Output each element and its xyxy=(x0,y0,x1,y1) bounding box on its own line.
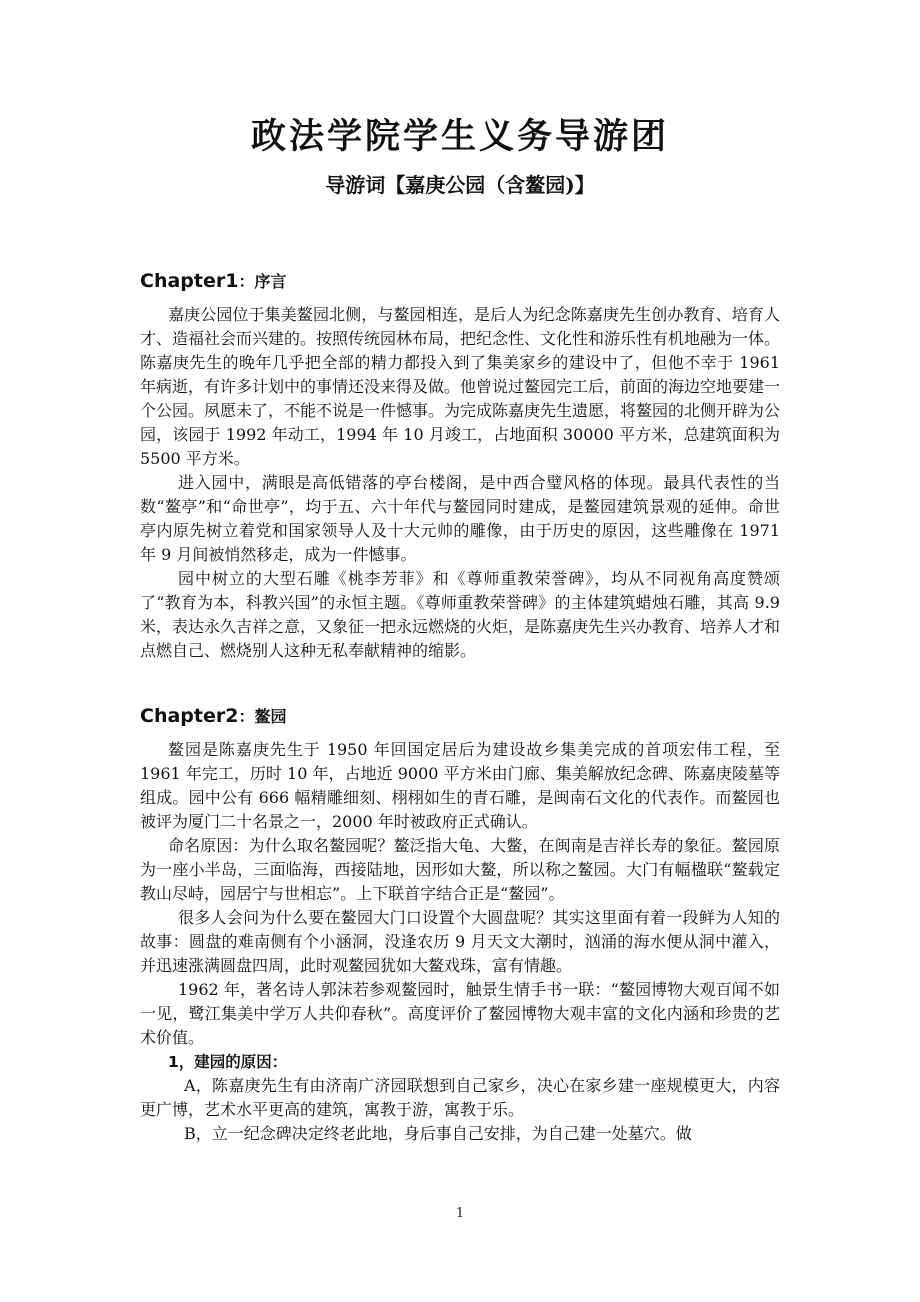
paragraph: 园中树立的大型石雕《桃李芳菲》和《尊师重教荣誉碑》，均从不同视角高度赞颂了“教育为本，科教兴国”的永恒主题。《尊师重教荣誉碑》的主体建筑蜡烛石雕，其高 9.9 米，表达永久吉祥之意，又象征一把永远燃烧的火炬，是陈嘉庚先生兴办教育、培养人才和点燃自己、燃烧别人这种无私奉献精神的缩影。 xyxy=(140,569,781,660)
list-item: B，立一纪念碑决定终老此地，身后事自己安排，为自己建一处墓穴。做 xyxy=(184,1124,692,1143)
paragraph: 进入园中，满眼是高低错落的亭台楼阁，是中西合璧风格的体现。最具代表性的当数“鳌亭”和“命世亭”，均于五、六十年代与鳌园同时建成，是鳌园建筑景观的延伸。命世亭内原先树立着党和国家领导人及十大元帅的雕像，由于历史的原因，这些雕像在 1971 年 9 月间被悄然移走，成为一件憾事。 xyxy=(140,473,780,564)
paragraph: 很多人会问为什么要在鳌园大门口设置个大圆盘呢？其实这里面有着一段鲜为人知的故事：圆盘的难南侧有个小涵洞，没逢农历 9 月天文大潮时，汹涌的海水便从洞中灌入，并迅速涨满圆盘四周，此时观鳌园犹如大鳌戏珠，富有情趣。 xyxy=(140,908,780,975)
chapter2-number: Chapter2 xyxy=(140,705,239,727)
chapter1-name: 序言 xyxy=(254,272,287,291)
chapter2-separator: ： xyxy=(238,707,255,726)
paragraph: 鳌园是陈嘉庚先生于 1950 年回国定居后为建设故乡集美完成的首项宏伟工程，至 1961 年完工，历时 10 年，占地近 9000 平方米由门廊、集美解放纪念碑、陈嘉庚陵墓等组成。园中公有 666 幅精雕细刻、栩栩如生的青石雕，是闽南石文化的代表作。而鳌园也被评为厦门二十名景之一，2000 年时被政府正式确认。 xyxy=(140,740,780,831)
chapter2-heading xyxy=(140,703,286,730)
chapter2-body xyxy=(140,738,780,1146)
paragraph: 1962 年，著名诗人郭沫若参观鳌园时，触景生情手书一联：“鳌园博物大观百闻不如一见，鹭江集美中学万人共仰春秋”。高度评价了鳌园博物大观丰富的文化内涵和珍贵的艺术价值。 xyxy=(140,980,780,1047)
list-item: A，陈嘉庚先生有由济南广济园联想到自己家乡，决心在家乡建一座规模更大，内容更广博，艺术水平更高的建筑，寓教于游，寓教于乐。 xyxy=(140,1076,780,1119)
chapter1-separator: ： xyxy=(238,272,255,291)
page-number: 1 xyxy=(455,1206,465,1221)
subheading: 1，建园的原因： xyxy=(168,1053,288,1071)
chapter1-number: Chapter1 xyxy=(140,270,239,292)
document-subtitle: 导游词【嘉庚公园（含鳌园)】 xyxy=(325,173,595,197)
paragraph: 嘉庚公园位于集美鳌园北侧，与鳌园相连，是后人为纪念陈嘉庚先生创办教育、培育人才、造福社会而兴建的。按照传统园林布局，把纪念性、文化性和游乐性有机地融为一体。陈嘉庚先生的晚年几乎把全部的精力都投入到了集美家乡的建设中了，但他不幸于 1961 年病逝，有许多计划中的事情还没来得及做。他曾说过鳌园完工后，前面的海边空地要建一个公园。夙愿未了，不能不说是一件憾事。为完成陈嘉庚先生遗愿，将鳌园的北侧开辟为公园，该园于 1992 年动工，1994 年 10 月竣工，占地面积 30000 平方米，总建筑面积为 5500 平方米。 xyxy=(140,305,781,468)
chapter1-heading xyxy=(140,268,286,295)
chapter1-body xyxy=(140,303,780,663)
paragraph: 命名原因：为什么取名鳌园呢？鳌泛指大龟、大鳖，在闽南是吉祥长寿的象征。鳌园原为一座小半岛，三面临海，西接陆地，因形如大鳌，所以称之鳌园。大门有幅楹联“鳌载定教山尽峙，园居宁与世相忘”。上下联首字结合正是“鳌园”。 xyxy=(140,836,780,903)
document-title: 政法学院学生义务导游团 xyxy=(250,116,669,157)
chapter2-name: 鳌园 xyxy=(254,707,287,726)
